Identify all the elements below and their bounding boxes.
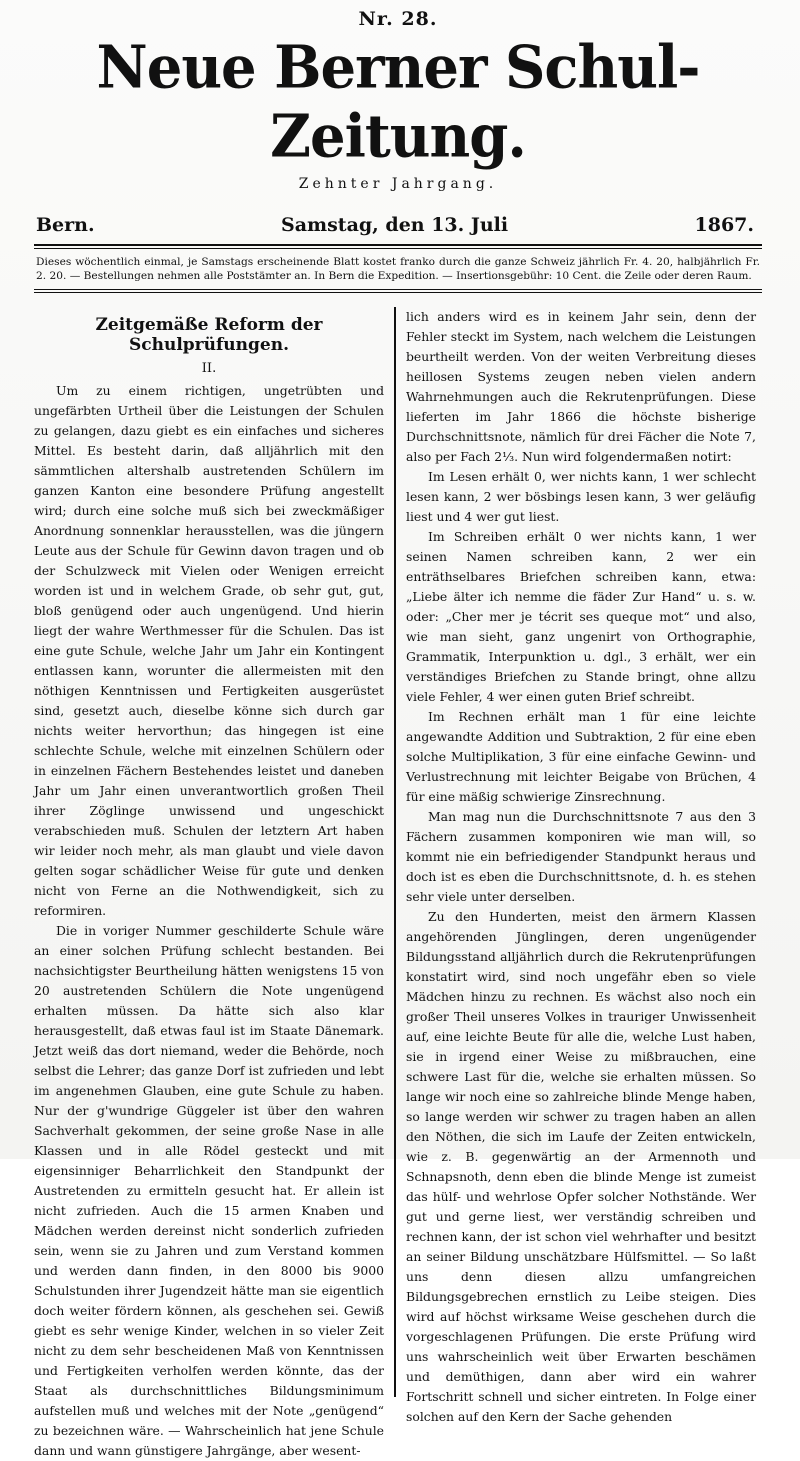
place: Bern. xyxy=(36,214,95,236)
rule xyxy=(34,292,762,293)
paragraph: Zu den Hunderten, meist den ärmern Klassen angehörenden Jünglingen, deren ungenügender Bildungsstand alljährlich durch die Rekrutenprüfungen konstatirt wird, sind noch ungefähr eben so viele Mädchen hinzu zu rechnen. Es wächst also noch ein großer Theil unseres Volkes in trauriger Unwissenheit auf, eine leichte Beute für alle die, welche Lust haben, sie in irgend einer Weise zu mißbrauchen, eine schwere Last für die, welche sie erhalten müssen. So lange wir noch eine so zahlreiche blinde Menge haben, so lange werden wir schwer zu tragen haben an allen den Nöthen, die sich im Laufe der Zeiten entwickeln, wie z. B. gegenwärtig an der Armennoth und Schnapsnoth, denn eben die blinde Menge ist zumeist das hülf- und wehrlose Opfer solcher Nothstände. Wer gut und gerne liest, wer verständig schreiben und rechnen kann, der ist schon viel wehrhafter und besitzt an seiner Bildung unschätzbare Hülfsmittel. — So laßt uns denn diesen allzu umfangreichen Bildungsgebrechen ernstlich zu Leibe steigen. Dies wird auf höchst wirksame Weise geschehen durch die vorgeschlagenen Prüfungen. Die erste Prüfung wird uns wahrscheinlich weit über Erwarten beschämen und demüthigen, dann aber wird ein wahrer Fortschritt schnell und sicher eintreten. In Folge einer solchen auf den Kern der Sache gehenden xyxy=(406,909,756,1424)
masthead-title: Neue Berner Schul-Zeitung. xyxy=(96,32,700,172)
dateline xyxy=(34,214,762,236)
article-columns xyxy=(34,307,762,1461)
paragraph: Im Lesen erhält 0, wer nichts kann, 1 wer schlecht lesen kann, 2 wer bösbings lesen kann, 3 wer geläufig liest und 4 wer gut liest. xyxy=(406,469,756,524)
issue-date: Samstag, den 13. Juli xyxy=(280,214,509,236)
volume-line: Zehnter Jahrgang. xyxy=(298,176,498,192)
paragraph: Im Schreiben erhält 0 wer nichts kann, 1 wer seinen Namen schreiben kann, 2 wer ein enträthselbares Briefchen schreiben kann, etwa: „Liebe älter ich nemme die fäder Zur Hand“ u. s. w. oder: „Cher mer je técrit ses queque mot“ und also, wie man sieht, ganz ungenirt von Orthographie, Grammatik, Interpunktion u. dgl., 3 erhält, wer ein verständiges Briefchen zu Stande bringt, ohne allzu viele Fehler, 4 wer einen guten Brief schreibt. xyxy=(406,529,756,704)
paragraph: lich anders wird es in keinem Jahr sein, denn der Fehler steckt im System, nach welchem die Leistungen beurtheilt werden. Von der weiten Verbreitung dieses heillosen Systems zeugen neben vielen andern Wahrnehmungen auch die Rekrutenprüfungen. Diese lieferten im Jahr 1866 die höchste bisherige Durchschnittsnote, nämlich für drei Fächer die Note 7, also per Fach 2⅓. Nun wird folgendermaßen notirt: xyxy=(406,309,756,464)
paragraph: Man mag nun die Durchschnittsnote 7 aus den 3 Fächern zusammen komponiren wie man will, so kommt nie ein befriedigender Standpunkt heraus und doch ist es eben die Durchschnittsnote, d. h. es stehen sehr viele unter derselben. xyxy=(406,809,756,904)
right-column xyxy=(396,307,756,1461)
rule xyxy=(34,244,762,246)
article-part: II. xyxy=(201,361,217,376)
subscription-notice: Dieses wöchentlich einmal, je Samstags erscheinende Blatt kostet franko durch die ganze Schweiz jährlich Fr. 4. 20, halbjährlich Fr. 2. 20. — Bestellungen nehmen alle Poststämter an. In Bern die Expedition. — Insertionsgebühr: 10 Cent. die Zeile oder deren Raum. xyxy=(36,256,760,282)
paragraph: Um zu einem richtigen, ungetrübten und ungefärbten Urtheil über die Leistungen der Schulen zu gelangen, dazu giebt es ein einfaches und sicheres Mittel. Es besteht darin, daß alljährlich mit den sämmtlichen altershalb austretenden Schülern im ganzen Kanton eine besondere Prüfung angestellt wird; durch eine solche muß sich bei zweckmäßiger Anordnung sonnenklar herausstellen, was die jüngern Leute aus der Schule für Gewinn davon tragen und ob der Schulzweck mit Vielen oder Wenigen erreicht worden ist und in welchem Grade, ob sehr gut, gut, bloß genügend oder auch ungenügend. Und hierin liegt der wahre Werthmesser für die Schulen. Das ist eine gute Schule, welche Jahr um Jahr ein Kontingent entlassen kann, worunter die allermeisten mit den nöthigen Kenntnissen und Fertigkeiten ausgerüstet sind, gesetzt auch, dieselbe könne sich durch gar nichts weiter hervorthun; das hingegen ist eine schlechte Schule, welche mit einzelnen Schülern oder in einzelnen Fächern Bestehendes leistet und daneben Jahr um Jahr einen unverantwortlich großen Theil ihrer Zöglinge unwissend und ungeschickt verabschieden muß. Schulen der letztern Art haben wir leider noch mehr, als man glaubt und viele davon gelten sogar schädlicher Weise für gute und denken nicht von Ferne an die Nothwendigkeit, sich zu reformiren. xyxy=(34,383,384,918)
paragraph: Im Rechnen erhält man 1 für eine leichte angewandte Addition und Subtraktion, 2 für eine eben solche Multiplikation, 3 für eine einfache Gewinn- und Verlustrechnung mit leichter Beigabe von Brüchen, 4 für eine mäßig schwierige Zinsrechnung. xyxy=(406,709,756,804)
issue-number: Nr. 28. xyxy=(358,8,438,30)
left-column xyxy=(34,307,394,1461)
article-title: Zeitgemäße Reform der Schulprüfungen. xyxy=(95,315,323,355)
paragraph: Die in voriger Nummer geschilderte Schule wäre an einer solchen Prüfung schlecht bestanden. Bei nachsichtigster Beurtheilung hätten wenigstens 15 von 20 austretenden Schülern die Note ungenügend erhalten müssen. Da hätte sich also klar herausgestellt, daß etwas faul ist im Staate Dänemark. Jetzt weiß das dort niemand, weder die Behörde, noch selbst die Lehrer; das ganze Dorf ist zufrieden und lebt im angenehmen Glauben, eine gute Schule zu haben. Nur der g'wundrige Güggeler ist über den wahren Sachverhalt gekommen, der seine große Nase in alle Klassen und in alle Rödel gesteckt und mit eigensinniger Beharrlichkeit den Standpunkt der Austretenden zu ermitteln gesucht hat. Er allein ist nicht zufrieden. Auch die 15 armen Knaben und Mädchen werden dereinst nicht sonderlich zufrieden sein, wenn sie zu Jahren und zum Verstand kommen und werden dann finden, in den 8000 bis 9000 Schulstunden ihrer Jugendzeit hätte man sie eigentlich doch weiter fördern können, als geschehen sei. Gewiß giebt es sehr wenige Kinder, welchen in so vieler Zeit nicht zu dem sehr bescheidenen Maß von Kenntnissen und Fertigkeiten verholfen werden könnte, das der Staat als durchschnittliches Bildungsminimum aufstellen muß und welches mit der Note „genügend“ zu bezeichnen wäre. — Wahrscheinlich hat jene Schule dann und wann günstigere Jahrgänge, aber wesent- xyxy=(34,923,384,1458)
rule xyxy=(34,289,762,290)
issue-year: 1867. xyxy=(694,214,754,236)
